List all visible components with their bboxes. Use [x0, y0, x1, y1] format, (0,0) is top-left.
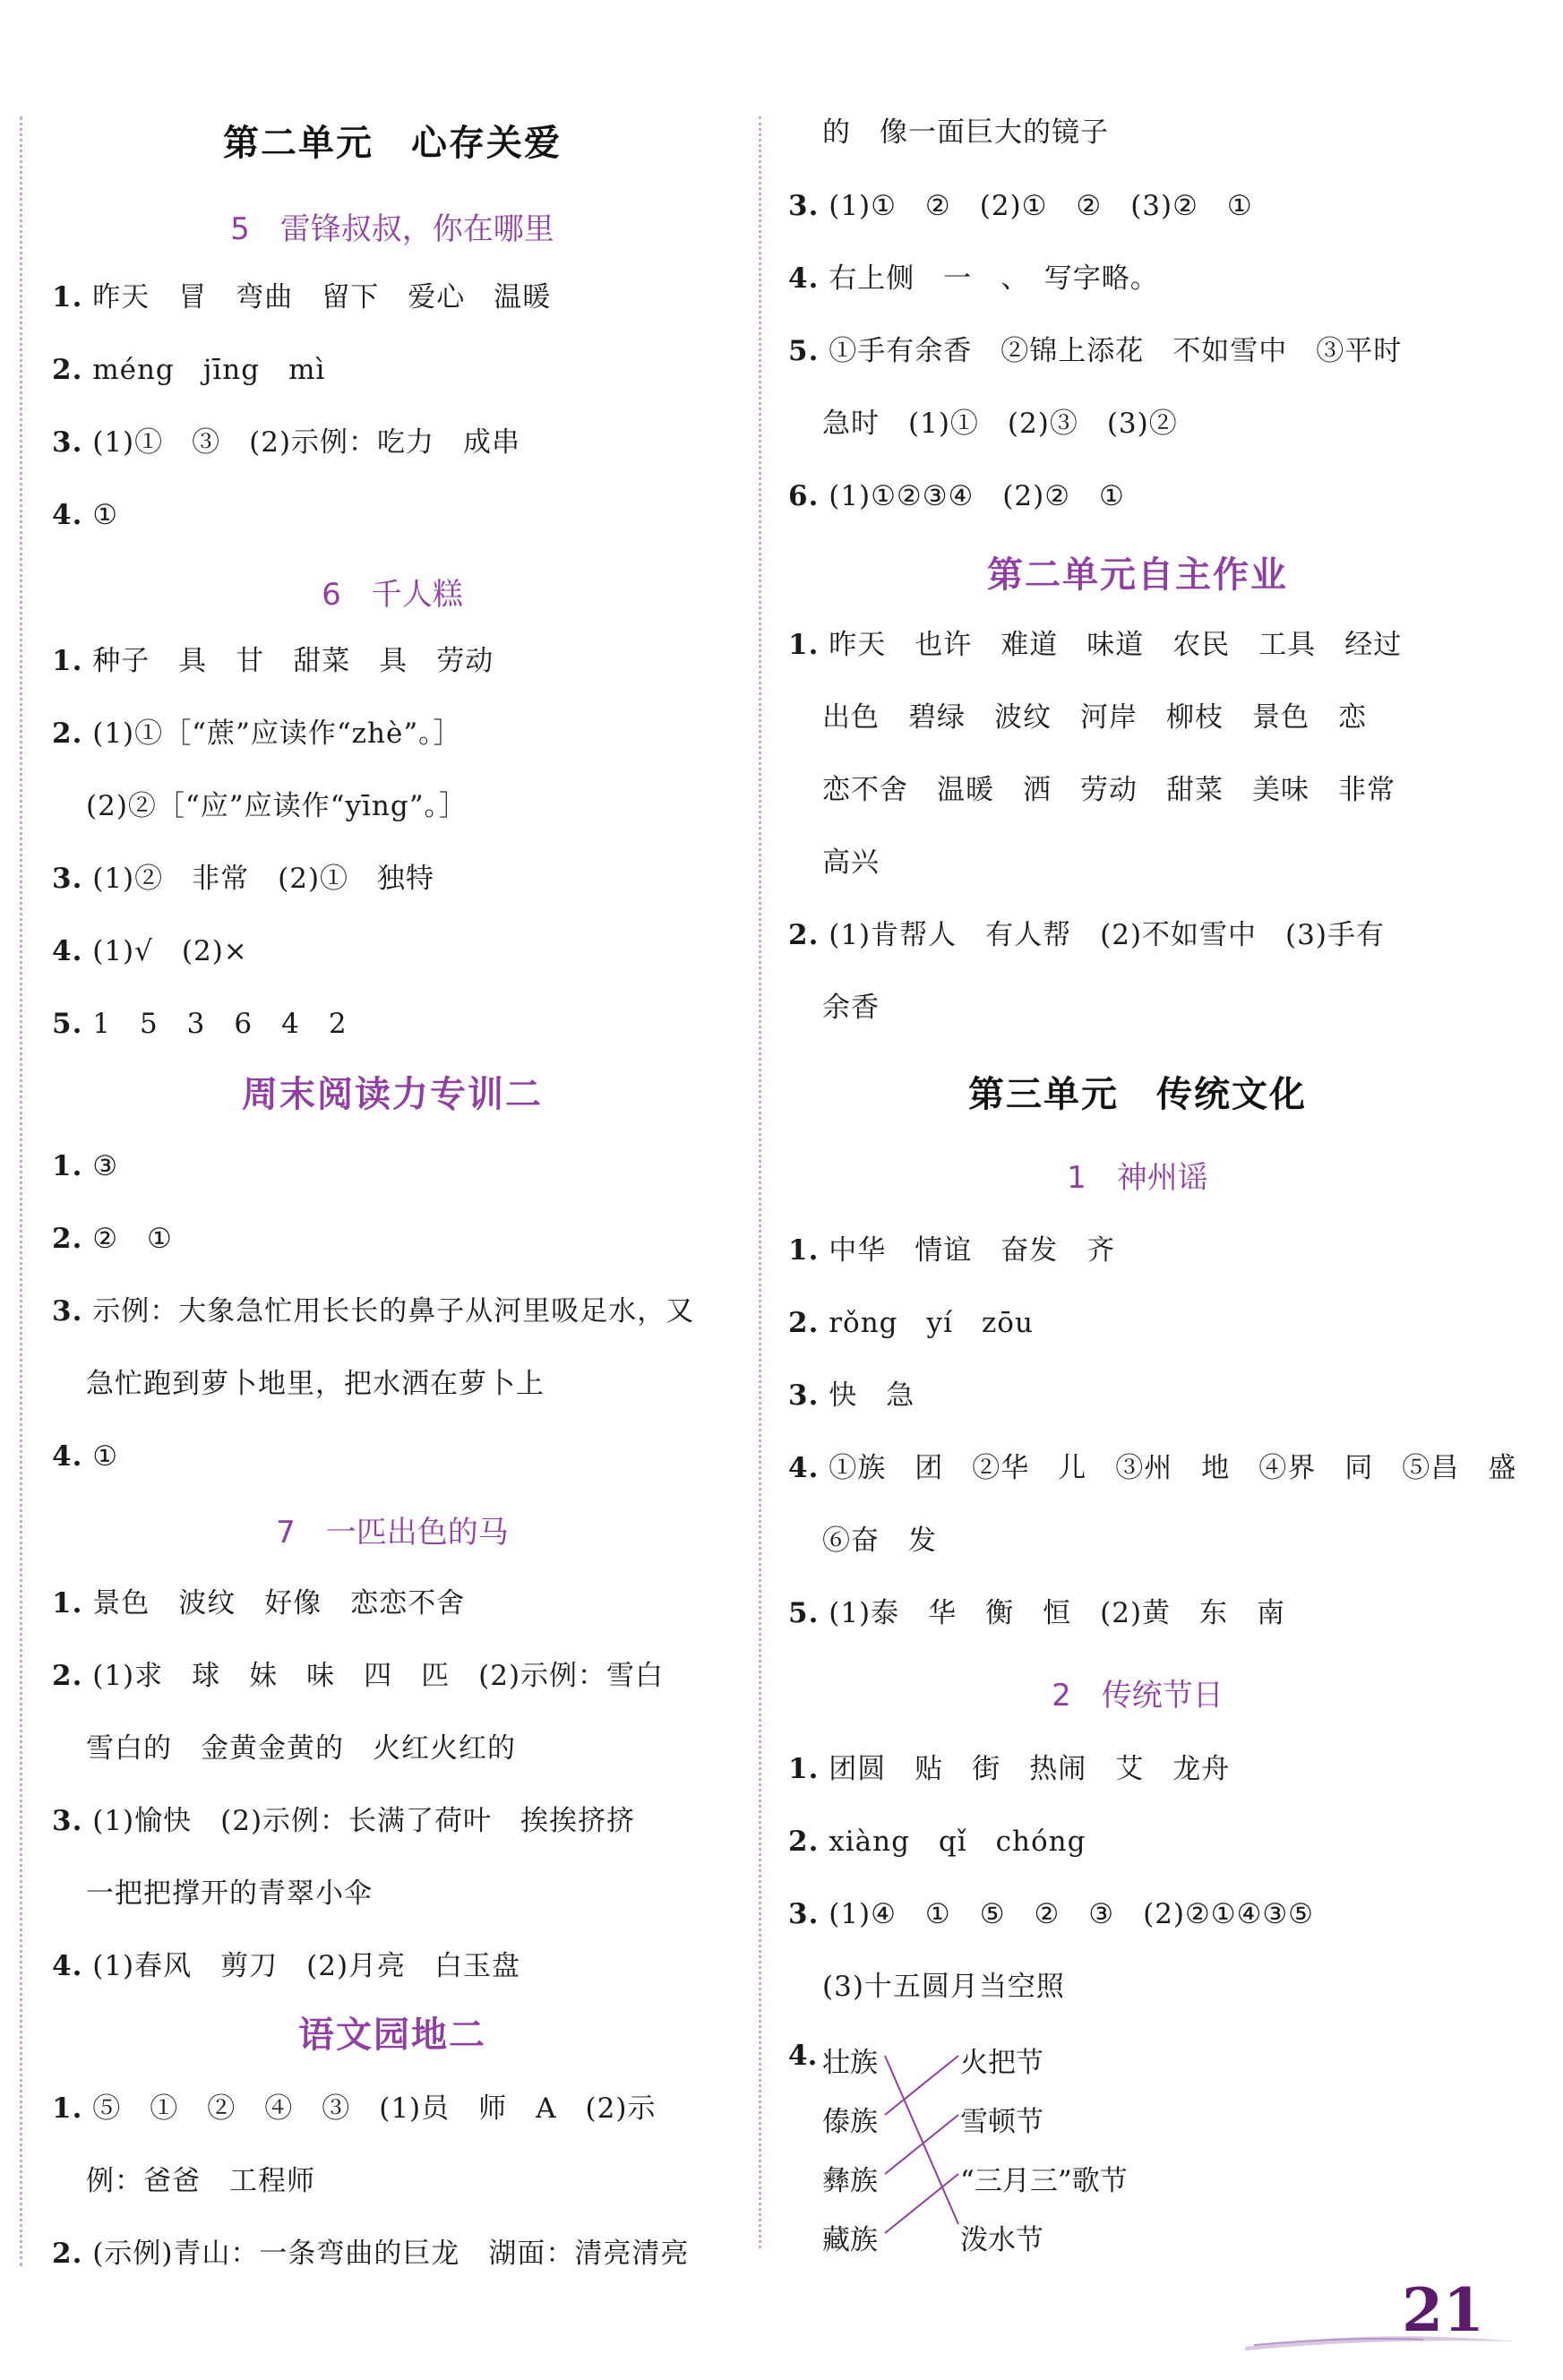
answer-line: 3. (1)① ③ (2)示例：吃力 成串 [52, 426, 521, 459]
unit-2-homework-title: 第二单元自主作业 [987, 554, 1288, 596]
question-number: 4. [52, 1440, 83, 1473]
weekend-reading-title: 周末阅读力专训二 [242, 1074, 543, 1115]
question-number: 2. [52, 354, 83, 386]
answer-line: 3. 快 急 [788, 1379, 915, 1412]
answer-line: 2. ② ① [52, 1223, 173, 1255]
match-right-item: 泼水节 [960, 2224, 1043, 2256]
answer-line: 2. (示例)青山：一条弯曲的巨龙 湖面：清亮清亮 [52, 2238, 690, 2270]
unit-3-title: 第三单元 传统文化 [968, 1074, 1307, 1115]
question-number: 2. [788, 1826, 820, 1858]
answer-line: 3. (1)① ② (2)① ② (3)② ① [788, 190, 1253, 222]
answer-line: 4. ① [52, 1440, 119, 1473]
left-margin-divider [20, 116, 22, 2266]
question-number: 4. [52, 499, 83, 531]
ethnic-festival-matching [788, 2038, 1200, 2256]
answer-line: 1. 团圆 贴 街 热闹 艾 龙舟 [788, 1753, 1231, 1785]
answer-line: 4. ① [52, 499, 119, 531]
question-number: 3. [52, 1295, 83, 1327]
question-number: 3. [788, 1898, 820, 1930]
unit-2-title: 第二单元 心存关爱 [223, 123, 562, 164]
answer-line: 急时 (1)① (2)③ (3)② [822, 408, 1178, 440]
column-divider [759, 116, 761, 2248]
question-number: 3. [52, 863, 83, 895]
question-number: 3. [788, 190, 820, 222]
question-number: 1. [788, 1234, 820, 1267]
question-number: 1. [52, 1150, 83, 1182]
answer-line: 2. (1)①［“蔗”应读作“zhè”。］ [52, 717, 462, 750]
answer-line: 出色 碧绿 波纹 河岸 柳枝 景色 恋 [822, 701, 1367, 734]
question-number: 3. [52, 426, 83, 459]
match-right-item: 火把节 [960, 2047, 1043, 2079]
answer-line: 5. ①手有余香 ②锦上添花 不如雪中 ③平时 [788, 335, 1403, 367]
match-right-item: 雪顿节 [960, 2106, 1043, 2138]
question-number: 5. [52, 1008, 83, 1040]
match-left-item: 傣族 [822, 2106, 878, 2138]
lesson-5-title: 5 雷锋叔叔，你在哪里 [230, 211, 554, 247]
answer-line: 3. 示例：大象急忙用长长的鼻子从河里吸足水，又 [52, 1295, 695, 1327]
question-number: 5. [788, 335, 820, 367]
question-number: 1. [52, 281, 83, 314]
answer-line: 2. (1)求 球 妹 味 四 匹 (2)示例：雪白 [52, 1660, 665, 1692]
question-number: 1. [788, 1753, 820, 1785]
answer-line: 1. 种子 具 甘 甜菜 具 劳动 [52, 645, 494, 677]
answer-line: 2. rǒng yí zōu [788, 1307, 1034, 1339]
answer-line: 急忙跑到萝卜地里，把水洒在萝卜上 [86, 1368, 545, 1400]
answer-line: 4. (1)春风 剪刀 (2)月亮 白玉盘 [52, 1950, 521, 1982]
answer-line: 雪白的 金黄金黄的 火红火红的 [86, 1732, 516, 1765]
answer-line: 1. ③ [52, 1150, 119, 1182]
question-number: 1. [52, 1587, 83, 1620]
match-left-item: 壮族 [822, 2047, 878, 2079]
answer-line: 2. (1)肯帮人 有人帮 (2)不如雪中 (3)手有 [788, 919, 1385, 951]
match-right-item: “三月三”歌节 [960, 2165, 1128, 2197]
answer-line: 2. méng jīng mì [52, 354, 326, 386]
match-left-item: 藏族 [822, 2224, 878, 2256]
question-number: 3. [788, 1379, 820, 1412]
page-number: 21 [1402, 2275, 1484, 2345]
answer-line: 2. xiàng qǐ chóng [788, 1826, 1086, 1858]
question-number: 2. [52, 2238, 83, 2270]
question-number: 2. [52, 1223, 83, 1255]
match-left-item: 彝族 [822, 2165, 878, 2197]
answer-line: 5. (1)泰 华 衡 恒 (2)黄 东 南 [788, 1597, 1286, 1629]
answer-line: 1. ⑤ ① ② ④ ③ (1)员 师 A (2)示 [52, 2092, 657, 2125]
answer-line: 恋不舍 温暖 洒 劳动 甜菜 美味 非常 [822, 774, 1396, 806]
answer-line: 一把把撑开的青翠小伞 [86, 1877, 373, 1910]
answer-line: 1. 昨天 也许 难道 味道 农民 工具 经过 [788, 629, 1403, 661]
question-number: 1. [52, 645, 83, 677]
answer-line: 1. 中华 情谊 奋发 齐 [788, 1234, 1116, 1267]
question-number: 4. [788, 262, 820, 295]
answer-line: 余香 [822, 992, 880, 1024]
question-number: 1. [52, 2092, 83, 2125]
question-number: 2. [788, 919, 820, 951]
question-number: 2. [788, 1307, 820, 1339]
answer-line: 例：爸爸 工程师 [86, 2165, 315, 2197]
lesson-6-title: 6 千人糕 [322, 577, 463, 613]
lesson-2-title: 2 传统节日 [1052, 1678, 1224, 1714]
answer-line: 5. 1 5 3 6 4 2 [52, 1008, 348, 1040]
answer-line: 的 像一面巨大的镜子 [822, 116, 1109, 149]
answer-line: (2)②［“应”应读作“yīng”。］ [86, 790, 468, 822]
answer-line: 3. (1)愉快 (2)示例：长满了荷叶 挨挨挤挤 [52, 1805, 636, 1837]
question-number: 6. [788, 480, 820, 512]
answer-line: 4. (1)√ (2)× [52, 935, 248, 967]
answer-line: 4. 右上侧 一 、 写字略。 [788, 262, 1159, 295]
question-number: 4. [52, 1950, 83, 1982]
question-number: 3. [52, 1805, 83, 1837]
answer-line: 1. 景色 波纹 好像 恋恋不舍 [52, 1587, 466, 1620]
answer-line: 高兴 [822, 846, 880, 879]
lesson-7-title: 7 一匹出色的马 [276, 1515, 509, 1551]
answer-line: 6. (1)①②③④ (2)② ① [788, 480, 1125, 512]
lesson-1-title: 1 神州谣 [1067, 1160, 1208, 1196]
chinese-garden-title: 语文园地二 [298, 2015, 486, 2056]
question-number: 4. [52, 935, 83, 967]
answer-line: 3. (1)② 非常 (2)① 独特 [52, 863, 435, 895]
question-number: 2. [52, 717, 83, 750]
question-number: 2. [52, 1660, 83, 1692]
match-question-number: 4. [788, 2040, 818, 2072]
question-number: 4. [788, 1452, 820, 1484]
question-number: 1. [788, 629, 820, 661]
answer-line: 1. 昨天 冒 弯曲 留下 爱心 温暖 [52, 281, 552, 314]
question-number: 5. [788, 1597, 820, 1629]
answer-line: (3)十五圆月当空照 [822, 1971, 1065, 2003]
answer-line: 4. ①族 团 ②华 儿 ③州 地 ④界 同 ⑤昌 盛 [788, 1452, 1517, 1484]
answer-line: ⑥奋 发 [822, 1525, 937, 1557]
answer-line: 3. (1)④ ① ⑤ ② ③ (2)②①④③⑤ [788, 1898, 1314, 1930]
